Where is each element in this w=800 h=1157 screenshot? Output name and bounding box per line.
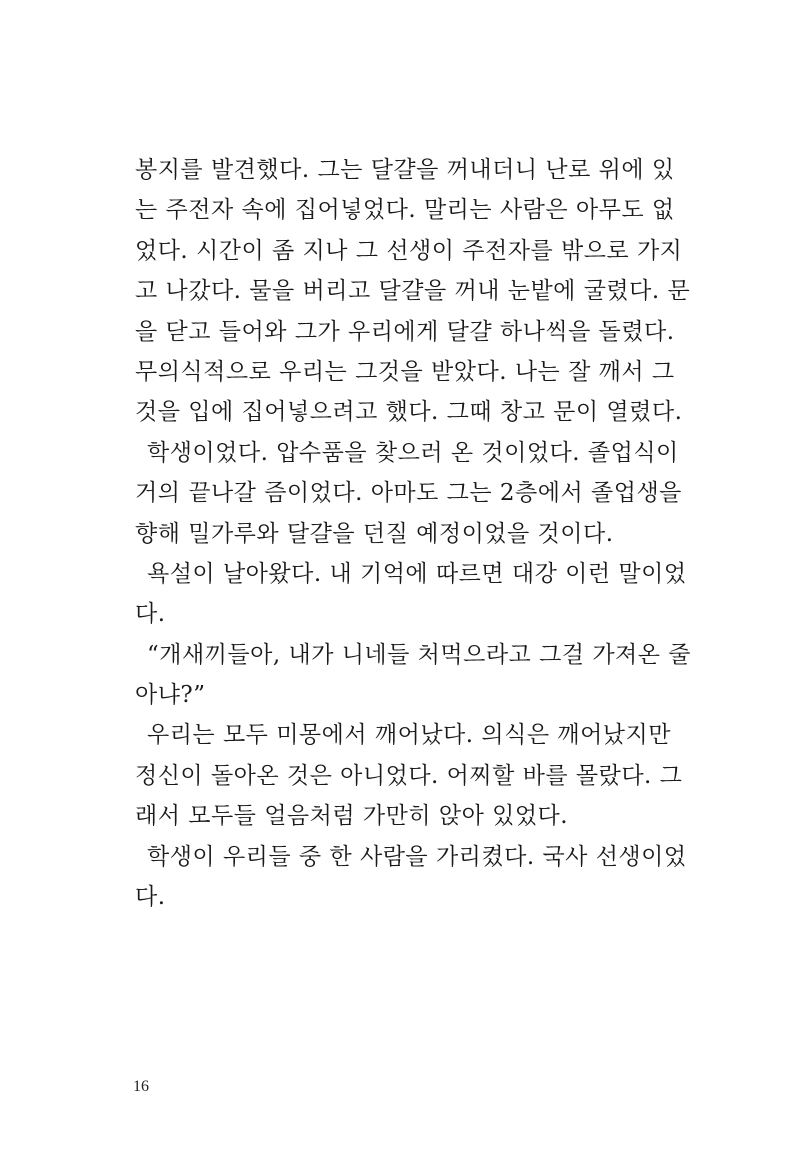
text-line: 봉지를 발견했다. 그는 달걀을 꺼내더니 난로 위에 있 <box>135 157 675 183</box>
text-line: 학생이 우리들 중 한 사람을 가리켰다. 국사 선생이었 <box>147 843 687 870</box>
text-line: 우리는 모두 미몽에서 깨어났다. 의식은 깨어났지만 <box>147 722 671 749</box>
text-line: 다. <box>135 884 166 911</box>
text-line: 래서 모두들 얼음처럼 가만히 앉아 있었다. <box>135 803 569 830</box>
text-line: 정신이 돌아온 것은 아니었다. 어찌할 바를 몰랐다. 그 <box>135 762 683 789</box>
text-line: 무의식적으로 우리는 그것을 받았다. 나는 잘 깨서 그 <box>135 358 675 385</box>
text-line: 학생이었다. 압수품을 찾으러 온 것이었다. 졸업식이 <box>147 439 679 466</box>
text-line: 고 나갔다. 물을 버리고 달걀을 꺼내 눈밭에 굴렸다. 문 <box>135 278 691 305</box>
text-line: 아냐?” <box>135 682 206 709</box>
text-line: 다. <box>135 601 166 628</box>
text-line: 거의 끝나갈 즘이었다. 아마도 그는 2층에서 졸업생을 <box>135 480 682 507</box>
text-line: “개새끼들아, 내가 니네들 처먹으라고 그걸 가져온 줄 <box>147 641 692 668</box>
body-text <box>135 150 692 917</box>
text-line: 것을 입에 집어넣으려고 했다. 그때 창고 문이 열렸다. <box>135 399 683 426</box>
text-line: 었다. 시간이 좀 지나 그 선생이 주전자를 밖으로 가지 <box>135 237 683 264</box>
text-line: 는 주전자 속에 집어넣었다. 말리는 사람은 아무도 없 <box>135 197 675 224</box>
text-line: 향해 밀가루와 달걀을 던질 예정이었을 것이다. <box>135 520 614 547</box>
page-number: 16 <box>133 1078 149 1095</box>
text-line: 을 닫고 들어와 그가 우리에게 달걀 하나씩을 돌렸다. <box>135 318 675 345</box>
text-line: 욕설이 날아왔다. 내 기억에 따르면 대강 이런 말이었 <box>147 560 687 587</box>
